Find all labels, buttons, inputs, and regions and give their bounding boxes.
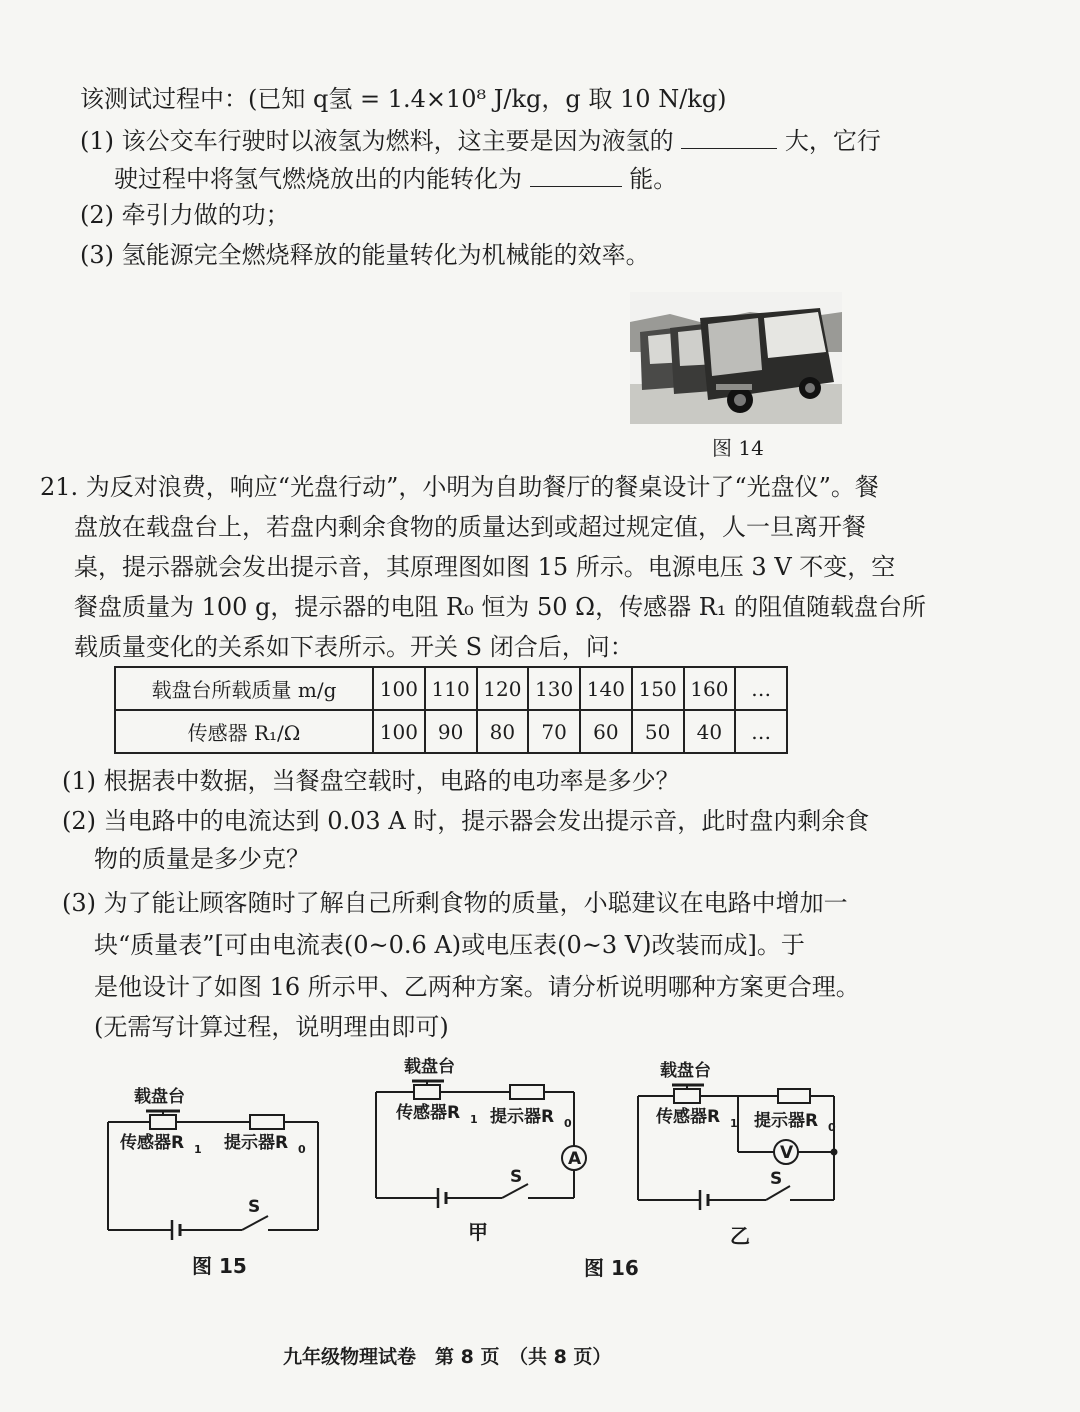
alarm-label: 提示器R — [224, 1133, 289, 1153]
table-cell: 70 — [528, 710, 580, 753]
table-cell: 160 — [684, 667, 736, 710]
alarm-label: 提示器R — [754, 1111, 819, 1131]
table-cell: 60 — [580, 710, 632, 753]
table-cell: 140 — [580, 667, 632, 710]
q21-part1: (1) 根据表中数据，当餐盘空载时，电路的电功率是多少？ — [62, 767, 680, 795]
alarm-subscript: 0 — [298, 1143, 306, 1156]
figure-16-caption: 图 16 — [584, 1256, 639, 1280]
q21-stem-line5: 载质量变化的关系如下表所示。开关 S 闭合后，问： — [74, 633, 634, 661]
q21-stem-line3: 桌，提示器就会发出提示音，其原理图如图 15 所示。电源电压 3 V 不变，空 — [74, 553, 896, 581]
bus-photo — [630, 292, 842, 424]
sensor-label: 传感器R — [396, 1103, 461, 1123]
tray-label: 载盘台 — [660, 1061, 711, 1081]
table-cell: 130 — [528, 667, 580, 710]
figure-14-caption: 图 14 — [712, 436, 764, 460]
table-cell: 110 — [425, 667, 477, 710]
tray-label: 载盘台 — [404, 1057, 455, 1077]
voltmeter-label: V — [780, 1143, 794, 1163]
table-cell: 40 — [684, 710, 736, 753]
table-cell: 80 — [477, 710, 529, 753]
q20-part1-line1 — [80, 126, 881, 156]
alarm-subscript: 0 — [564, 1117, 572, 1130]
q21-stem-line2: 盘放在载盘台上，若盘内剩余食物的质量达到或超过规定值，人一旦离开餐 — [74, 513, 866, 541]
switch-label: S — [770, 1169, 783, 1189]
sensor-label: 传感器R — [656, 1107, 721, 1127]
tray-label: 载盘台 — [134, 1087, 185, 1107]
q21-part3-line2: 块“质量表”[可由电流表(0~0.6 A)或电压表(0~3 V)改装而成]。于 — [94, 931, 805, 959]
sensor-label: 传感器R — [120, 1133, 185, 1153]
figure-15-circuit — [100, 1080, 330, 1240]
q20-intro: 该测试过程中：(已知 q氢 = 1.4×10⁸ J/kg，g 取 10 N/kg) — [80, 85, 727, 113]
answer-blank[interactable] — [530, 164, 622, 187]
table-cell: … — [735, 667, 787, 710]
alarm-subscript: 0 — [828, 1121, 836, 1134]
q21-part2-line2: 物的质量是多少克？ — [94, 845, 310, 873]
table-cell: 50 — [632, 710, 684, 753]
q20-part1-text-a: (1) 该公交车行驶时以液氢为燃料，这主要是因为液氢的 — [80, 127, 674, 155]
table-header-resistance: 传感器 R₁/Ω — [115, 710, 373, 753]
table-row-mass — [115, 667, 787, 710]
q21-part3-line4: (无需写计算过程，说明理由即可) — [94, 1013, 449, 1041]
q21-stem-line4: 餐盘质量为 100 g，提示器的电阻 R₀ 恒为 50 Ω，传感器 R₁ 的阻值随载盘台所 — [74, 593, 927, 621]
table-cell: … — [735, 710, 787, 753]
table-cell: 90 — [425, 710, 477, 753]
q20-part1-text-d: 能。 — [629, 165, 678, 193]
sensor-subscript: 1 — [194, 1143, 202, 1156]
table-cell: 100 — [373, 667, 425, 710]
q20-part1-line2 — [114, 164, 677, 194]
q21-stem-line1: 21. 为反对浪费，响应“光盘行动”，小明为自助餐厅的餐桌设计了“光盘仪”。餐 — [40, 473, 879, 501]
page-footer: 九年级物理试卷 第 8 页 （共 8 页） — [283, 1346, 612, 1368]
sensor-subscript: 1 — [730, 1117, 738, 1130]
q21-part3-line1: (3) 为了能让顾客随时了解自己所剩食物的质量，小聪建议在电路中增加一 — [62, 889, 848, 917]
table-row-resistance — [115, 710, 787, 753]
ammeter-label: A — [568, 1149, 582, 1169]
switch-label: S — [510, 1167, 523, 1187]
figure-16-yi-caption: 乙 — [730, 1224, 750, 1248]
alarm-label: 提示器R — [490, 1107, 555, 1127]
q20-part1-text-b: 大，它行 — [784, 127, 881, 155]
table-cell: 100 — [373, 710, 425, 753]
figure-15-caption: 图 15 — [192, 1254, 247, 1278]
table-cell: 150 — [632, 667, 684, 710]
sensor-subscript: 1 — [470, 1113, 478, 1126]
q20-part2: (2) 牵引力做的功； — [80, 201, 290, 229]
q20-part3: (3) 氢能源完全燃烧释放的能量转化为机械能的效率。 — [80, 241, 650, 269]
figure-16-yi-circuit — [630, 1054, 850, 1214]
switch-label: S — [248, 1197, 261, 1217]
q21-part3-line3: 是他设计了如图 16 所示甲、乙两种方案。请分析说明哪种方案更合理。 — [94, 973, 860, 1001]
figure-16-jia-caption: 甲 — [468, 1220, 488, 1244]
q20-part1-text-c: 驶过程中将氢气燃烧放出的内能转化为 — [114, 165, 522, 193]
answer-blank[interactable] — [681, 126, 777, 149]
mass-resistance-table — [114, 666, 788, 754]
table-cell: 120 — [477, 667, 529, 710]
table-header-mass: 载盘台所载质量 m/g — [115, 667, 373, 710]
q21-part2-line1: (2) 当电路中的电流达到 0.03 A 时，提示器会发出提示音，此时盘内剩余食 — [62, 807, 870, 835]
figure-16-jia-circuit — [366, 1050, 596, 1210]
